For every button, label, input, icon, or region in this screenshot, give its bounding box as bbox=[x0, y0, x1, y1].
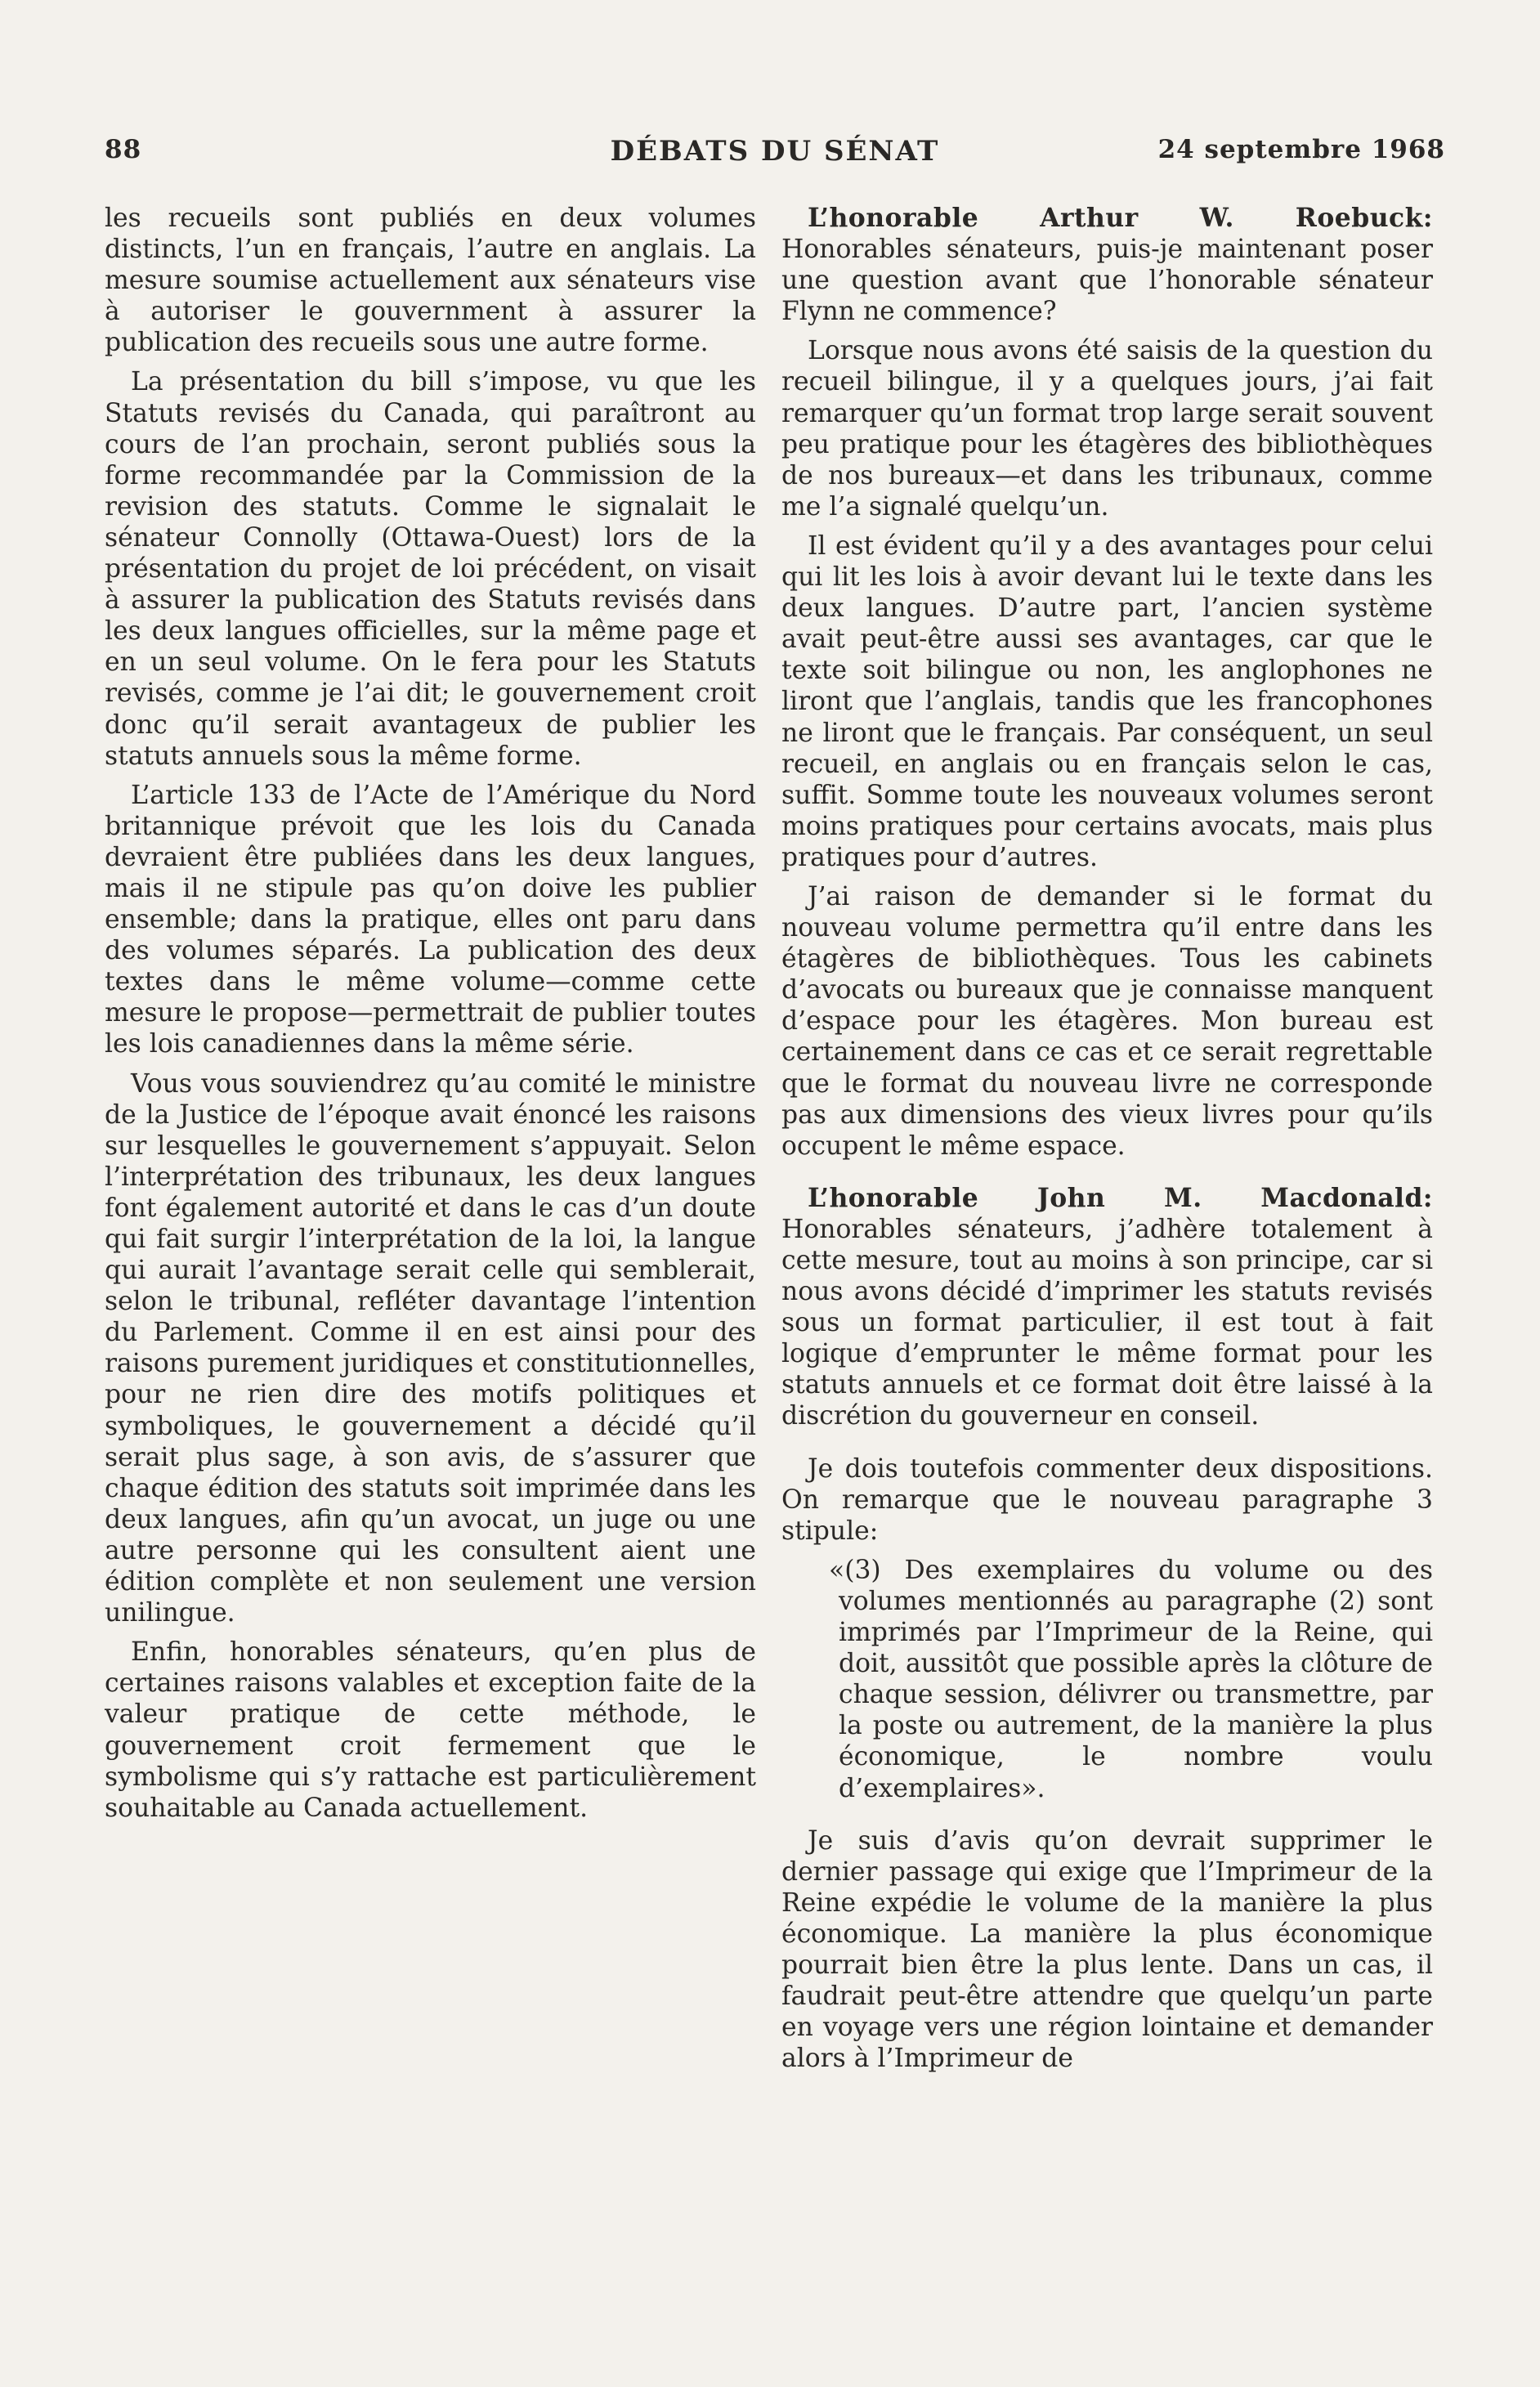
page-header bbox=[105, 135, 1445, 176]
paragraph: Je dois toutefois commenter deux dispositions. On remarque que le nouveau paragraphe 3 stipule: bbox=[781, 1453, 1433, 1546]
speech-text: Honorables sénateurs, puis-je maintenant poser une question avant que l’honorable sénateur Flynn ne commence? bbox=[781, 235, 1433, 327]
paragraph: Lorsque nous avons été saisis de la question du recueil bilingue, il y a quelques jours, j’ai fait remarquer qu’un format trop large serait souvent peu pratique pour les étagères des bibliothèques de nos bureaux—et dans les tribunaux, comme me l’a signalé quelqu’un. bbox=[781, 336, 1433, 522]
paragraph: J’ai raison de demander si le format du nouveau volume permettra qu’il entre dans les étagères de bibliothèques. Tous les cabinets d’avocats ou bureaux que je connaisse manquent d’espace pour les étagères. Mon bureau est certainement dans ce cas et ce serait regrettable que le format du nouveau livre ne corresponde pas aux dimensions des vieux livres pour qu’ils occupent le même espace. bbox=[781, 881, 1433, 1161]
paragraph: Il est évident qu’il y a des avantages pour celui qui lit les lois à avoir devant lui le texte dans les deux langues. D’autre part, l’ancien système avait peut-être aussi ses avantages, car que le texte soit bilingue ou non, les anglophones ne liront que l’anglais, tandis que les francophones ne liront que le français. Par conséquent, un seul recueil, en anglais ou en français selon le cas, suffit. Somme toute les nouveaux volumes seront moins pratiques pour certains avocats, mais plus pratiques pour d’autres. bbox=[781, 531, 1433, 872]
speaker-name: L’honorable Arthur W. Roebuck: bbox=[808, 204, 1433, 233]
page-date: 24 septembre 1968 bbox=[1157, 135, 1445, 164]
speaker-name: L’honorable John M. Macdonald: bbox=[808, 1183, 1433, 1213]
paragraph: L’article 133 de l’Acte de l’Amérique du Nord britannique prévoit que les lois du Canada devraient être publiées dans les deux langues, mais il ne stipule pas qu’on doive les publier ensemble; dans la pratique, elles ont paru dans des volumes séparés. La publication des deux textes dans le même volume—comme cette mesure le propose—permettrait de publier toutes les lois canadiennes dans la même série. bbox=[105, 780, 756, 1059]
paragraph: les recueils sont publiés en deux volumes distincts, l’un en français, l’autre en anglais. La mesure soumise actuellement aux sénateurs vise à autoriser le gouvernment à assurer la publication des recueils sous une autre forme. bbox=[105, 204, 756, 358]
block-quote: «(3) Des exemplaires du volume ou des volumes mentionnés au paragraphe (2) sont imprimés par l’Imprimeur de la Reine, qui doit, aussitôt que possible après la clôture de chaque session, délivrer ou transmettre, par la poste ou autrement, de la manière la plus économique, le nombre voulu d’exemplaires». bbox=[829, 1555, 1433, 1803]
paragraph: Enfin, honorables sénateurs, qu’en plus de certaines raisons valables et exception faite de la valeur pratique de cette méthode, le gouvernement croit fermement que le symbolisme qui s’y rattache est particulièrement souhaitable au Canada actuellement. bbox=[105, 1637, 756, 1823]
page-title: DÉBATS DU SÉNAT bbox=[610, 135, 940, 168]
paragraph: Je suis d’avis qu’on devrait supprimer le dernier passage qui exige que l’Imprimeur de la Reine expédie le volume de la manière la plus économique. La manière la plus économique pourrait bien être la plus lente. Dans un cas, il faudrait peut-être attendre que quelqu’un parte en voyage vers une région lointaine et demander alors à l’Imprimeur de bbox=[781, 1825, 1433, 2074]
paragraph: Vous vous souviendrez qu’au comité le ministre de la Justice de l’époque avait énoncé les raisons sur lesquelles le gouvernement s’appuyait. Selon l’interprétation des tribunaux, les deux langues font également autorité et dans le cas d’un doute qui fait surgir l’interprétation de la loi, la langue qui aurait l’avantage serait celle qui semblerait, selon le tribunal, refléter davantage l’intention du Parlement. Comme il en est ainsi pour des raisons purement juridiques et constitutionnelles, pour ne rien dire des motifs politiques et symboliques, le gouvernement a décidé qu’il serait plus sage, à son avis, de s’assurer que chaque édition des statuts soit imprimée dans les deux langues, afin qu’un avocat, un juge ou une autre personne qui les consultent aient une édition complète et non seulement une version unilingue. bbox=[105, 1068, 756, 1628]
macdonald-intervention bbox=[781, 1183, 1433, 1432]
right-column bbox=[781, 203, 1433, 2082]
speech-text: Honorables sénateurs, j’adhère totalement à cette mesure, tout au moins à son principe, car si nous avons décidé d’imprimer les statuts revisés sous un format particulier, il est tout à fait logique d’emprunter le même format pour les statuts annuels et ce format doit être laissé à la discrétion du gouverneur en conseil. bbox=[781, 1214, 1433, 1431]
roebuck-intervention bbox=[781, 203, 1433, 327]
left-column bbox=[105, 203, 756, 1832]
page-number: 88 bbox=[105, 135, 142, 164]
paragraph: La présentation du bill s’impose, vu que les Statuts revisés du Canada, qui paraîtront au cours de l’an prochain, seront publiés sous la forme recommandée par la Commission de la revision des statuts. Comme le signalait le sénateur Connolly (Ottawa-Ouest) lors de la présentation du projet de loi précédent, on visait à assurer la publication des Statuts revisés dans les deux langues officielles, sur la même page et en un seul volume. On le fera pour les Statuts revisés, comme je l’ai dit; le gouvernement croit donc qu’il serait avantageux de publier les statuts annuels sous la même forme. bbox=[105, 367, 756, 771]
